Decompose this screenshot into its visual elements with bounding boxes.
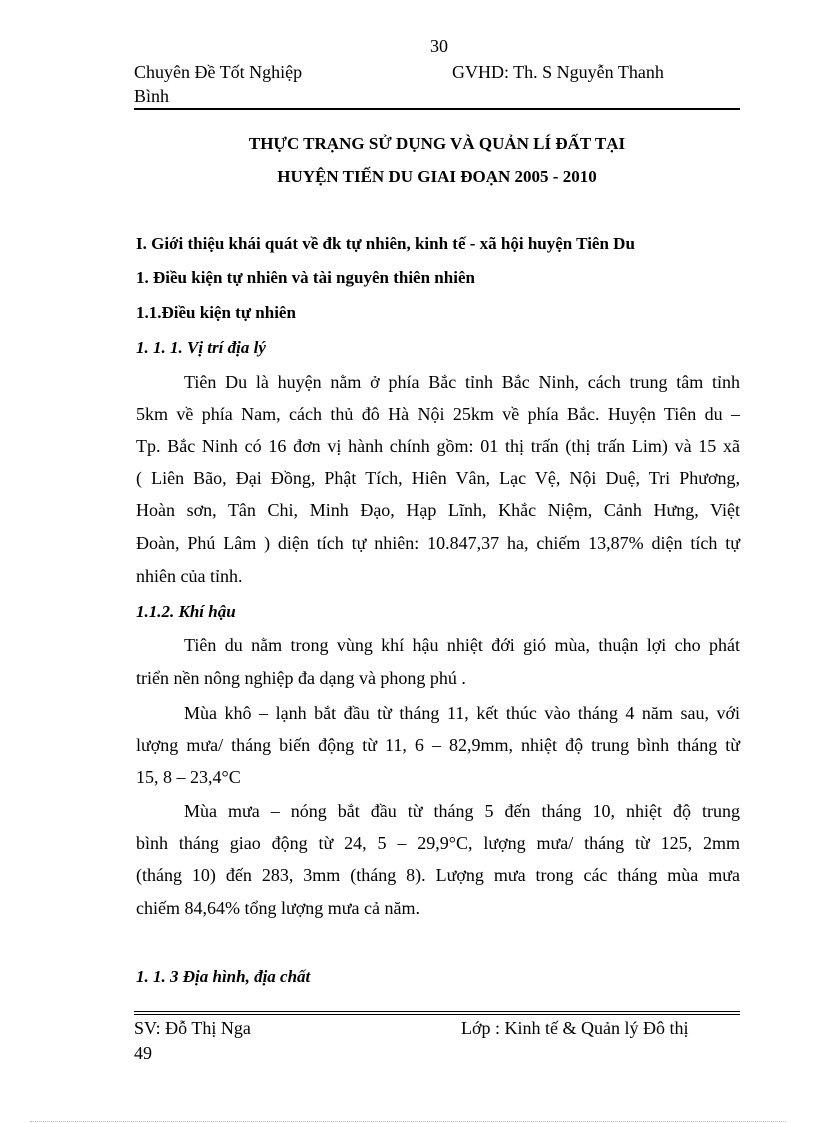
footer-left: SV: Đỗ Thị Nga: [134, 1018, 251, 1038]
body-line: Tp. Bắc Ninh có 16 đơn vị hành chính gồm: 01 thị trấn (thị trấn Lim) và 15 xã: [136, 436, 740, 456]
footer-continued: 49: [134, 1043, 152, 1063]
body-line: Hoàn sơn, Tân Chi, Minh Đạo, Hạp Lĩnh, Khắc Niệm, Cảnh Hưng, Việt: [136, 500, 740, 520]
body-line: Tiên du nằm trong vùng khí hậu nhiệt đới gió mùa, thuận lợi cho phát: [184, 635, 740, 655]
page-edge: [30, 1121, 786, 1122]
section-heading-1: I. Giới thiệu khái quát về đk tự nhiên, kinh tế - xã hội huyện Tiên Du: [136, 234, 635, 253]
body-line: 15, 8 – 23,4°C: [136, 767, 241, 787]
subheading-1: 1. Điều kiện tự nhiên và tài nguyên thiên nhiên: [136, 268, 475, 287]
body-line: triển nền nông nghiệp đa dạng và phong phú .: [136, 668, 466, 688]
header-rule: [134, 108, 740, 110]
page-number: 30: [430, 36, 448, 56]
footer-right: Lớp : Kinh tế & Quản lý Đô thị: [461, 1018, 689, 1038]
body-line: Mùa mưa – nóng bắt đầu từ tháng 5 đến tháng 10, nhiệt độ trung: [184, 801, 740, 821]
body-line: lượng mưa/ tháng biến động từ 11, 6 – 82,9mm, nhiệt độ trung bình tháng từ: [136, 735, 740, 755]
body-line: chiếm 84,64% tổng lượng mưa cả năm.: [136, 898, 420, 918]
body-line: (tháng 10) đến 283, 3mm (tháng 8). Lượng mưa trong các tháng mùa mưa: [136, 865, 740, 885]
header-right: GVHD: Th. S Nguyễn Thanh: [452, 62, 664, 82]
header-left: Chuyên Đề Tốt Nghiệp: [134, 62, 303, 82]
page-title-line1: THỰC TRẠNG SỬ DỤNG VÀ QUẢN LÍ ĐẤT TẠI: [248, 134, 626, 153]
page-title-line2: HUYỆN TIẾN DU GIAI ĐOẠN 2005 - 2010: [277, 167, 597, 186]
body-line: Mùa khô – lạnh bắt đầu từ tháng 11, kết thúc vào tháng 4 năm sau, với: [184, 703, 740, 723]
body-line: Đoàn, Phú Lâm ) diện tích tự nhiên: 10.847,37 ha, chiếm 13,87% diện tích tự: [136, 533, 740, 553]
footer-rule-bottom: [134, 1014, 740, 1015]
subheading-1-1-2: 1.1.2. Khí hậu: [136, 602, 236, 621]
body-line: 5km về phía Nam, cách thủ đô Hà Nội 25km về phía Bắc. Huyện Tiên du –: [136, 404, 740, 424]
body-line: ( Liên Bão, Đại Đồng, Phật Tích, Hiên Vân, Lạc Vệ, Nội Duệ, Tri Phương,: [136, 468, 740, 488]
body-line: Tiên Du là huyện nằm ở phía Bắc tỉnh Bắc Ninh, cách trung tâm tỉnh: [184, 372, 740, 392]
subheading-1-1-1: 1. 1. 1. Vị trí địa lý: [136, 338, 266, 357]
body-line: bình tháng giao động từ 24, 5 – 29,9°C, lượng mưa/ tháng từ 125, 2mm: [136, 833, 740, 853]
footer-rule-top: [134, 1011, 740, 1012]
subheading-1-1-3: 1. 1. 3 Địa hình, địa chất: [136, 967, 311, 986]
subheading-1-1: 1.1.Điều kiện tự nhiên: [136, 303, 296, 322]
body-line: nhiên của tỉnh.: [136, 566, 243, 586]
header-continued: Bình: [134, 86, 170, 106]
